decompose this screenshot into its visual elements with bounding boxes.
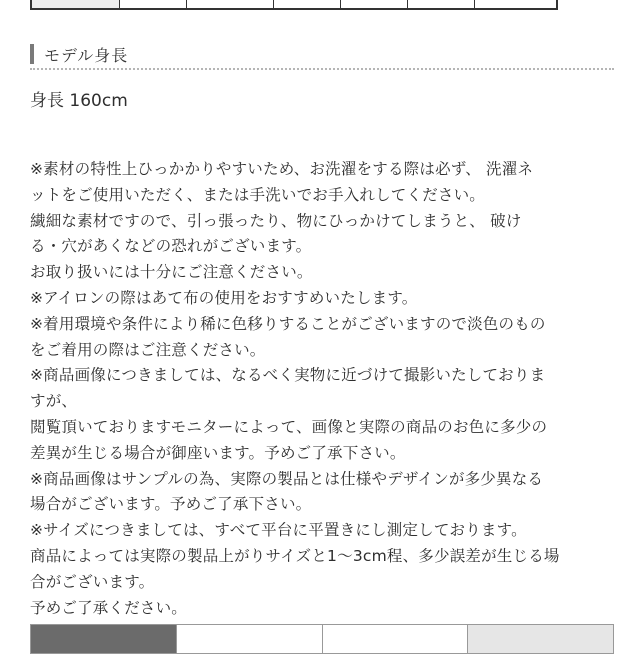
section-title: モデル身長 xyxy=(44,46,129,65)
table-cell xyxy=(186,0,273,8)
note-line: ※商品画像はサンプルの為、実際の製品とは仕様やデザインが多少異なる xyxy=(30,469,544,488)
note-line: 閲覧頂いておりますモニターによって、画像と実際の商品のお色に多少の xyxy=(30,417,548,436)
note-line: 繊細な素材ですので、引っ張ったり、物にひっかけてしまうと、 破け xyxy=(30,211,522,230)
note-line: 合がございます。 xyxy=(30,572,155,591)
note-line: ※着用環境や条件により稀に色移りすることがございますので淡色のもの xyxy=(30,314,546,333)
note-line: お取り扱いには十分にご注意ください。 xyxy=(30,263,313,282)
table-cell xyxy=(273,0,340,8)
note-line: ※素材の特性上ひっかかりやすいため、お洗濯をする際は必ず、 洗濯ネ xyxy=(30,160,534,178)
note-line: ※サイズにつきましては、すべて平台に平置きにし測定しております。 xyxy=(30,521,527,540)
bottom-tab[interactable] xyxy=(467,625,613,653)
bottom-tab[interactable] xyxy=(31,625,176,653)
note-line: をご着用の際はご注意ください。 xyxy=(30,340,266,359)
bottom-tab[interactable] xyxy=(322,625,468,653)
note-line: 差異が生じる場合が御座います。予めご了承下さい。 xyxy=(30,443,406,462)
section-accent-bar xyxy=(30,44,34,64)
note-line: 商品によっては実際の製品上がりサイズと1〜3cm程、多少誤差が生じる場 xyxy=(30,546,560,565)
note-line: る・穴があくなどの恐れがございます。 xyxy=(30,237,312,256)
note-line: すが、 xyxy=(30,392,78,411)
table-cell xyxy=(407,0,474,8)
note-line: ※商品画像につきましては、なるべく実物に近づけて撮影いたしておりま xyxy=(30,366,546,385)
table-cell xyxy=(340,0,407,8)
table-cell xyxy=(474,0,556,8)
section-header xyxy=(30,42,614,70)
care-notes xyxy=(30,157,630,621)
table-cell xyxy=(32,0,119,8)
note-line: ットをご使用いただく、または手洗いでお手入れしてください。 xyxy=(30,185,485,204)
note-line: ※アイロンの際はあて布の使用をおすすめいたします。 xyxy=(30,288,418,307)
note-line: 場合がございます。予めご了承下さい。 xyxy=(30,495,312,514)
table-cell xyxy=(119,0,186,8)
bottom-tab-row xyxy=(30,624,614,654)
model-height: 身長 160cm xyxy=(30,91,128,111)
size-table-bottom-edge xyxy=(30,0,558,10)
bottom-tab[interactable] xyxy=(176,625,322,653)
note-line: 予めご了承ください。 xyxy=(30,598,188,617)
